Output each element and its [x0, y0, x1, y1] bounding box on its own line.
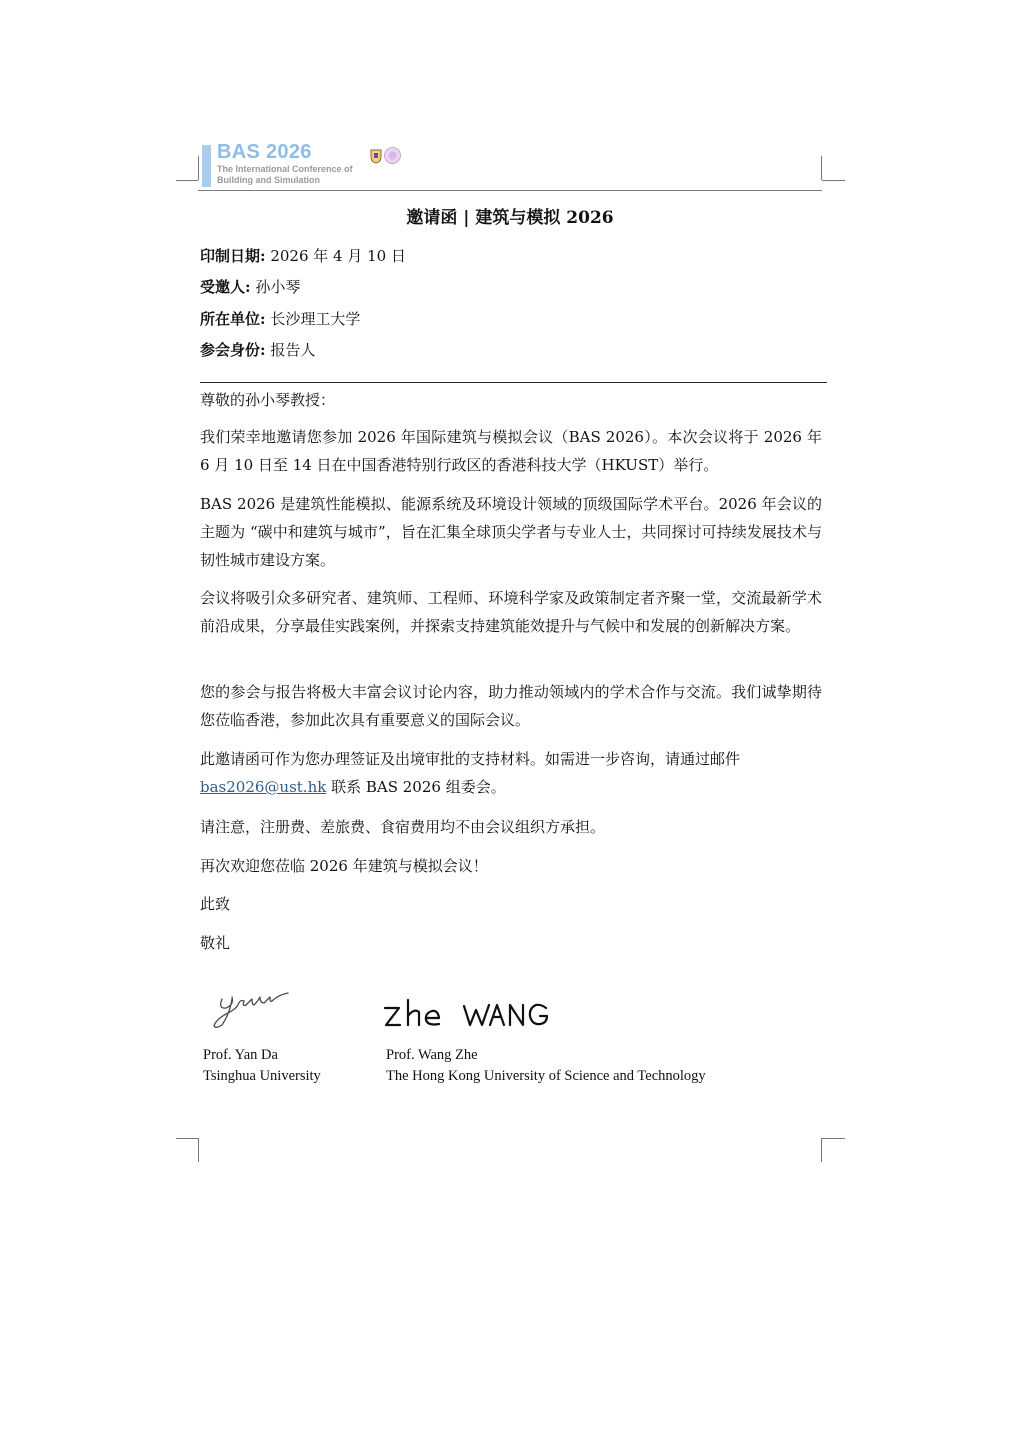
crop-mark-bottom-left-h	[176, 1138, 198, 1139]
paragraph-about: BAS 2026 是建筑性能模拟、能源系统及环境设计领域的顶级国际学术平台。2026 年会议的主题为 “碳中和建筑与城市”，旨在汇集全球顶尖学者与专业人士，共同探讨可持续发展技术与韧性城市建设方案。	[200, 495, 822, 569]
signatory-2	[386, 1045, 706, 1087]
salutation: 尊敬的孙小琴教授：	[200, 391, 336, 409]
crop-mark-bottom-right-v	[821, 1138, 822, 1162]
invitee-value: 孙小琴	[250, 278, 301, 296]
logo-title: BAS 2026	[217, 141, 312, 163]
crop-mark-top-left-v	[198, 156, 199, 180]
header-rule	[198, 190, 822, 191]
contact-email-link[interactable]: bas2026@ust.hk	[200, 778, 327, 796]
signatory-2-name: Prof. Wang Zhe	[386, 1047, 478, 1063]
logo-subtitle-line2: Building and Simulation	[217, 175, 320, 185]
logo-bar	[202, 145, 211, 187]
paragraph-contribution: 您的参会与报告将极大丰富会议讨论内容，助力推动领域内的学术合作与交流。我们诚挚期待您莅临香港，参加此次具有重要意义的国际会议。	[200, 683, 822, 729]
closing-regards: 敬礼	[200, 934, 231, 952]
closing-respect: 此致	[200, 895, 231, 913]
affiliation-label: 所在单位:	[200, 310, 266, 328]
affiliation-value: 长沙理工大学	[265, 310, 361, 328]
crop-mark-top-left-h	[176, 180, 198, 181]
paragraph-contact	[200, 745, 822, 801]
university-crest-icon	[370, 148, 382, 164]
paragraph-welcome: 再次欢迎您莅临 2026 年建筑与模拟会议！	[200, 857, 488, 875]
print-date-line	[200, 245, 406, 266]
crop-mark-top-right-v	[821, 156, 822, 180]
paragraph-note: 请注意，注册费、差旅费、食宿费用均不由会议组织方承担。	[200, 818, 606, 836]
university-seal-icon	[384, 147, 401, 164]
document-title: 邀请函 | 建筑与模拟 2026	[406, 208, 614, 228]
print-date-label: 印制日期:	[200, 247, 266, 265]
signatory-2-org: The Hong Kong University of Science and Technology	[386, 1068, 706, 1084]
paragraph-attendees: 会议将吸引众多研究者、建筑师、工程师、环境科学家及政策制定者齐聚一堂，交流最新学术前沿成果，分享最佳实践案例，并探索支持建筑能效提升与气候中和发展的创新解决方案。	[200, 589, 822, 635]
logo-subtitle-line1: The International Conference of	[217, 164, 353, 174]
paragraph-invitation: 我们荣幸地邀请您参加 2026 年国际建筑与模拟会议（BAS 2026）。本次会议将于 2026 年 6 月 10 日至 14 日在中国香港特别行政区的香港科技大学（HKUST）举行。	[200, 428, 822, 474]
invitee-label: 受邀人:	[200, 278, 251, 296]
signatory-1	[203, 1045, 321, 1087]
role-line	[200, 339, 315, 360]
signatory-1-org: Tsinghua University	[203, 1068, 321, 1084]
contact-text-before: 此邀请函可作为您办理签证及出境审批的支持材料。如需进一步咨询，请通过邮件	[200, 750, 741, 768]
crop-mark-bottom-left-v	[198, 1138, 199, 1162]
invitee-line	[200, 276, 300, 297]
affiliation-line	[200, 308, 360, 329]
crop-mark-top-right-h	[822, 180, 845, 181]
contact-text-after: 联系 BAS 2026 组委会。	[326, 778, 506, 796]
signature-yan-da	[208, 983, 292, 1031]
role-label: 参会身份:	[200, 341, 266, 359]
signature-wang-zhe	[380, 994, 556, 1034]
separator-rule	[200, 382, 827, 383]
crop-mark-bottom-right-h	[822, 1138, 845, 1139]
signatory-1-name: Prof. Yan Da	[203, 1047, 278, 1063]
print-date-value: 2026 年 4 月 10 日	[265, 247, 406, 265]
role-value: 报告人	[265, 341, 316, 359]
